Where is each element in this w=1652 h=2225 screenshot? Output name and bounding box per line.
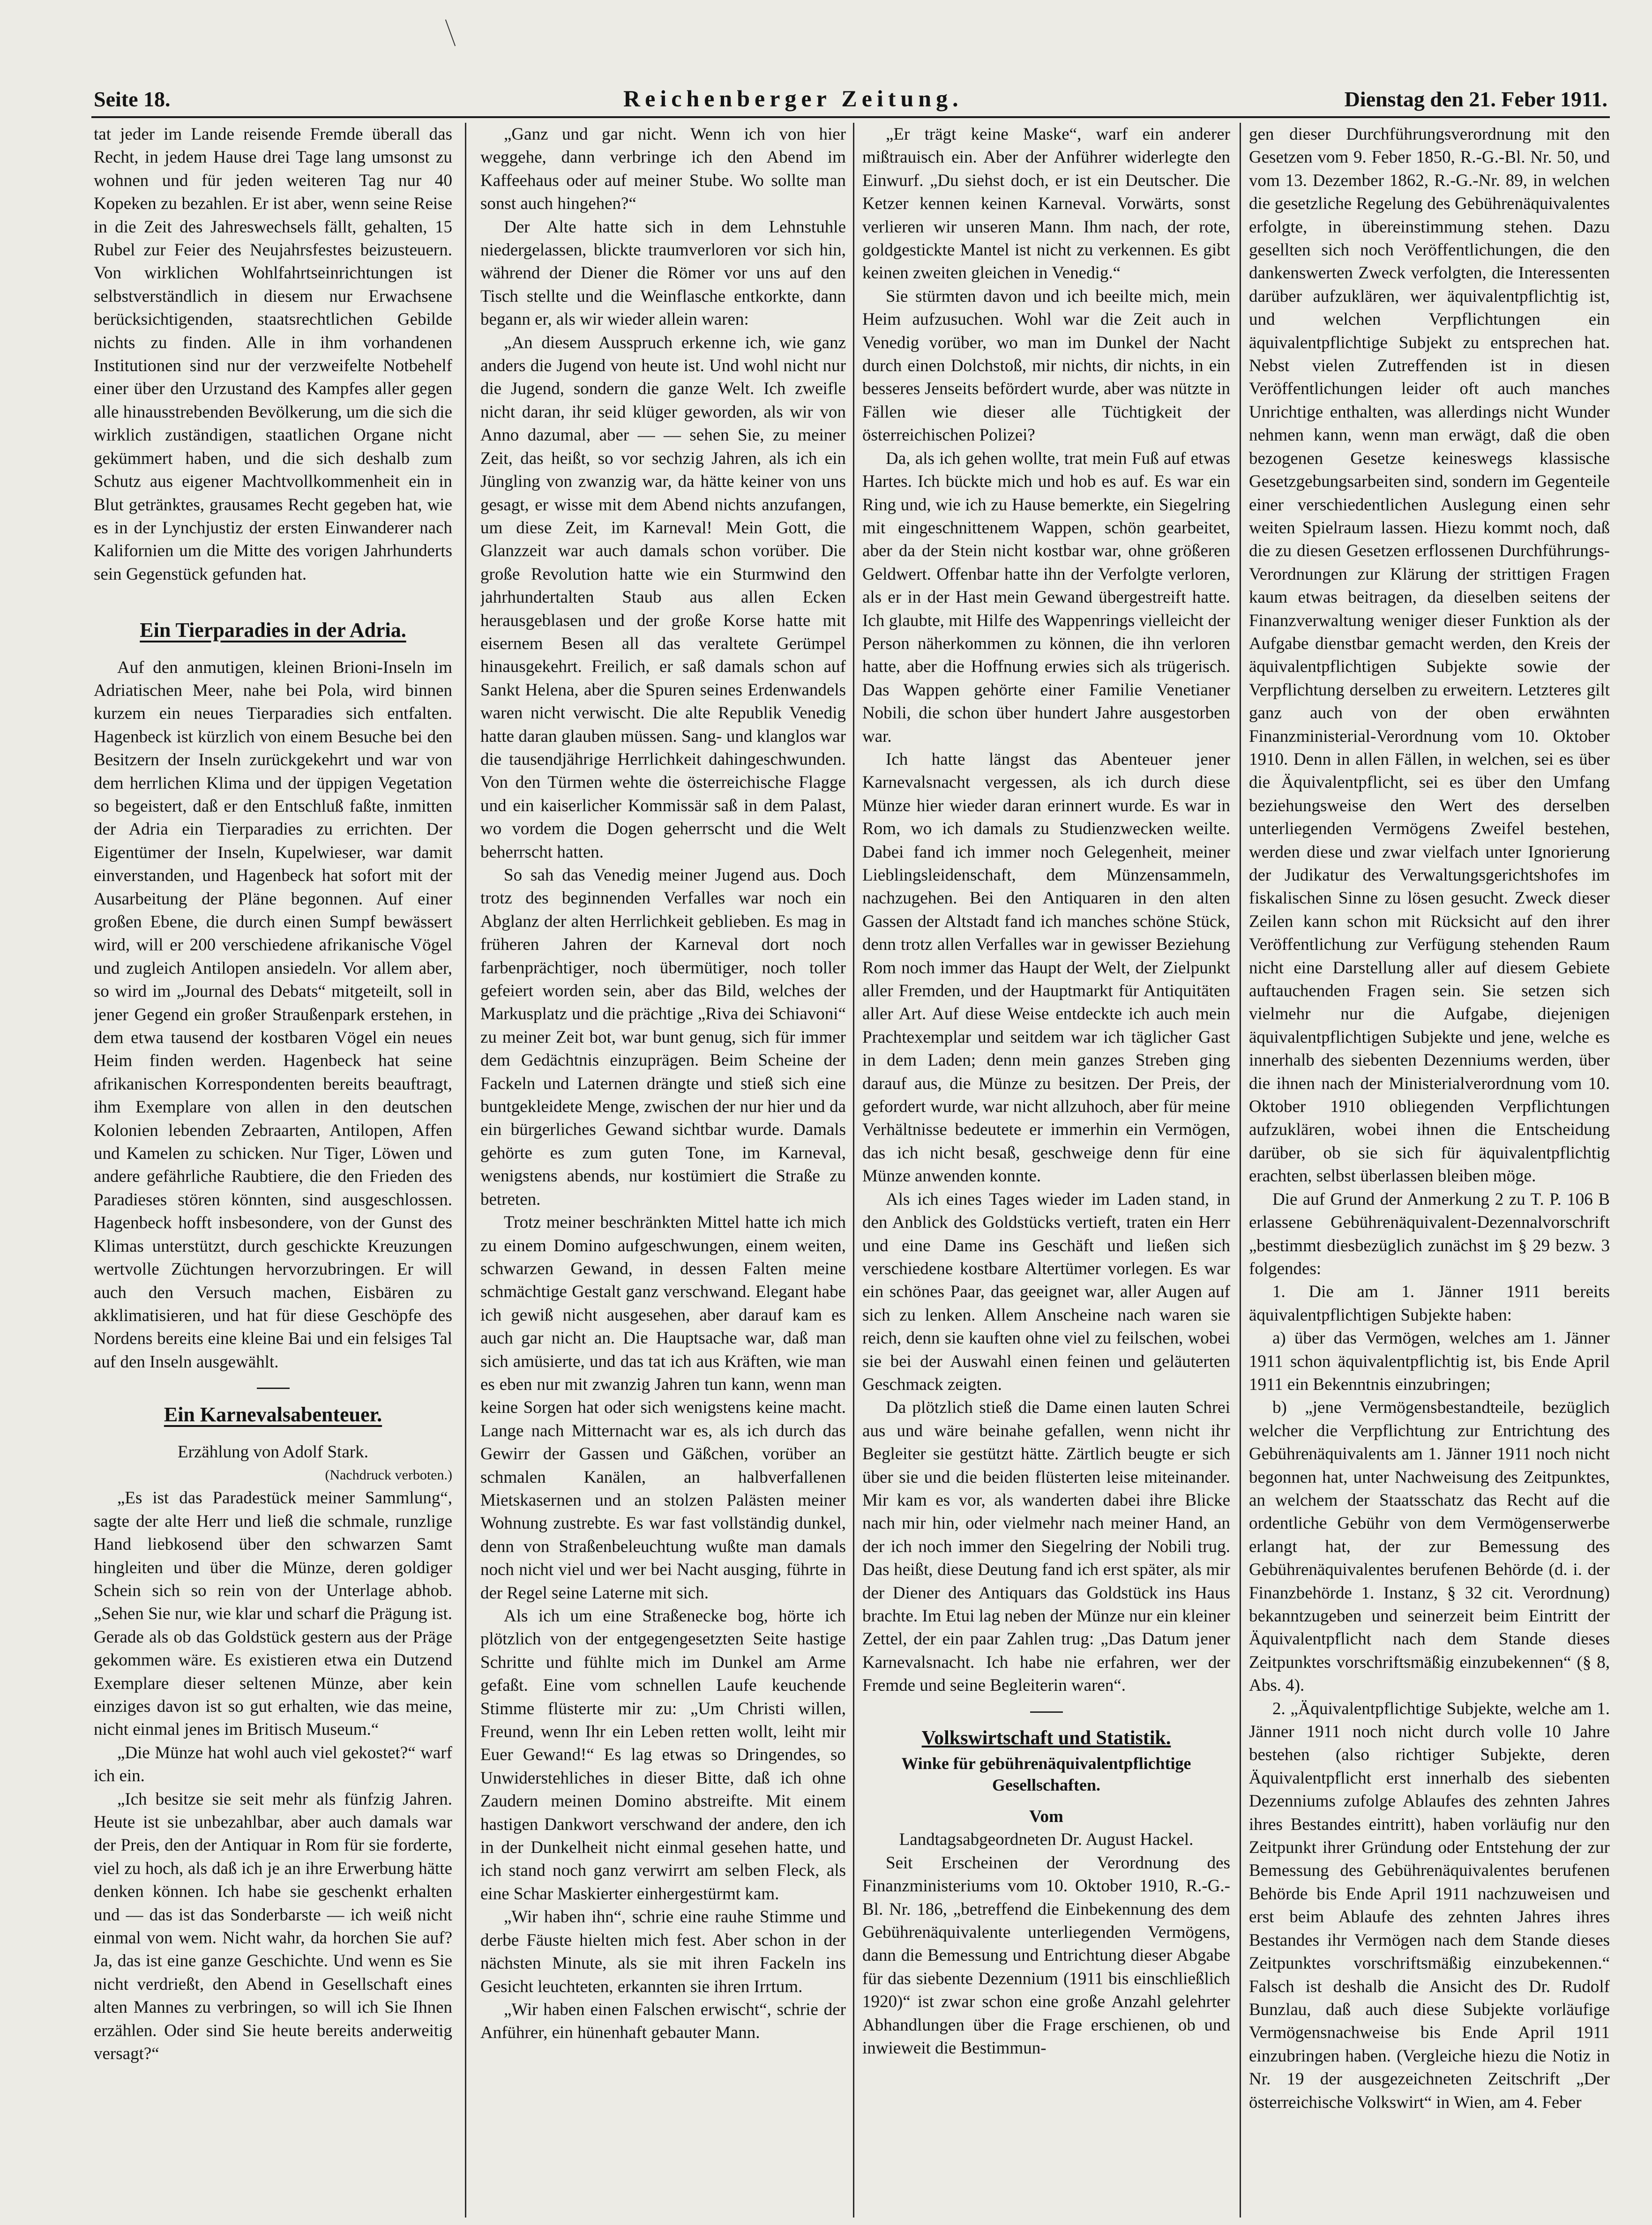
story-paragraph: Der Alte hatte sich in dem Lehnstuhle niedergelassen, blickte traumverloren vor sich hin, während der Diener die Römer vor uns auf den Tisch stellte und die Weinflasche entkorkte, dann begann er, als wir wieder allein waren: xyxy=(480,217,846,329)
reprint-note: (Nachdruck verboten.) xyxy=(325,1467,452,1483)
section-heading-economy: Volkswirtschaft und Statistik. xyxy=(921,1727,1171,1749)
story-paragraph: „Wir haben ihn“, schrie eine rauhe Stimme und derbe Fäuste hielten mich fest. Aber schon in der nächsten Minute, als sie mit ihren Fackeln ins Gesicht leuchteten, erkannten sie ihren Irrtum. xyxy=(480,1907,846,1996)
story-paragraph: Sie stürmten davon und ich beeilte mich, mein Heim aufzusuchen. Wohl war die Zeit auch in Venedig vorüber, wo man im Dunkel der Nacht durch einen Dolchstoß, mir nichts, dir nichts, in ein besseres Jenseits befördert wurde, aber was nützte in Fällen wie dieser alle Tüchtigkeit der österreichischen Polizei? xyxy=(862,286,1230,445)
article-continuation: tat jeder im Lande reisende Fremde überall das Recht, in jedem Hause drei Tage lang umsonst zu wohnen und für jeden weiteren Tag nur 40 Kopeken zu bezahlen. Er ist aber, wenn seine Reise in die Zeit des Jahreswechsels fällt, gehalten, 15 Rubel zur Feier des Neujahrsfestes beizusteuern. Von wirklichen Wohlfahrtseinrichtungen ist selbstverständlich in diesem nur Erwachsene berücksichtigenden, staatsrechtlichen Gebilde nichts zu finden. Alle in ihm vorhandenen Institutionen sind nur der verzweifelte Notbehelf einer über den Urzustand des Kampfes aller gegen alle hinausstrebenden Bevölkerung, um die sich die wirklich zuständigen, staatlichen Organe nicht gekümmert haben, und die sich deshalb zum Schutz aus eigener Machtvollkommenheit ein in Blut getränktes, grausames Recht gegeben hat, wie es in der Lynchjustiz der ersten Einwanderer nach Kalifornien um die Mitte des vorigen Jahrhunderts sein Gegenstück gefunden hat. xyxy=(94,125,452,584)
column-3 xyxy=(862,123,1230,2213)
story-paragraph: „Ich besitze sie seit mehr als fünfzig Jahren. Heute ist sie unbezahlbar, aber auch damals war der Preis, den der Antiquar in Rom für sie forderte, viel zu hoch, als daß ich je an ihre Erwerbung hätte denken können. Ich habe sie geschenkt erhalten und — das ist das Sonderbarste — ich weiß nicht einmal von wem. Nicht wahr, da horchen Sie auf? Ja, das ist eine ganze Geschichte. Und wenn es Sie nicht verdrießt, den Abend in Gesellschaft eines alten Mannes zu verbringen, so will ich Sie Ihnen erzählen. Oder sind Sie heute bereits anderweitig versagt?“ xyxy=(94,1789,452,2064)
column-divider xyxy=(1240,123,1241,2218)
section-divider xyxy=(1030,1711,1063,1713)
article-heading-tierparadies: Ein Tierparadies in der Adria. xyxy=(140,619,406,642)
story-paragraph: Trotz meiner beschränkten Mittel hatte ich mich zu einem Domino aufgeschwungen, einem weiten, schwarzen Gewand, in dessen Falten meine schmächtige Gestalt ganz verschwand. Elegant habe ich gewiß nicht ausgesehen, aber darauf kam es auch gar nicht an. Die Hauptsache war, daß man sich amüsierte, und das tat ich aus Kräften, wie man es eben nur mit zwanzig Jahren tun kann, wenn man keine Sorgen hat oder sich wenigstens keine macht. Lange nach Mitternacht war es, als ich durch das Gewirr der Gassen und Gäßchen, vorüber an schmalen Kanälen, an halbverfallenen Mietskasernen und an stolzen Palästen meiner Wohnung zustrebte. Es war fast vollständig dunkel, denn von Straßenbeleuchtung wußte man damals noch nicht viel und wer bei Nacht ausging, führte in der Regel seine Laterne mit sich. xyxy=(480,1213,846,1603)
story-paragraph: Als ich um eine Straßenecke bog, hörte ich plötzlich von der entgegengesetzten Seite hastige Schritte und fühlte mich im Dunkel am Arme gefaßt. Eine vom schnellen Laufe keuchende Stimme flüsterte mir zu: „Um Christi willen, Freund, wenn Ihr ein Leben retten wollt, leiht mir Euer Gewand!“ Es lag etwas so Dringendes, so Unwiderstehliches in dieser Bitte, daß ich ohne Zaudern meinen Domino abstreifte. Mit einem hastigen Dankwort verschwand der andere, den ich in der Dunkelheit nicht einmal gesehen hatte, und ich stand noch ganz verwirrt am selben Fleck, als eine Schar Maskierter einhergestürmt kam. xyxy=(480,1606,846,1904)
section-divider xyxy=(257,1388,290,1389)
page-header xyxy=(94,87,1607,115)
issue-date: Dienstag den 21. Feber 1911. xyxy=(1344,87,1607,111)
column-4 xyxy=(1249,123,1610,2213)
article-body-tierparadies: Auf den anmutigen, kleinen Brioni-Inseln im Adriatischen Meer, nahe bei Pola, wird binnen kurzem ein neues Tierparadies sich entfalten. Hagenbeck ist kürzlich von einem Besuche bei den Besitzern der Inseln zurückgekehrt und war von dem herrlichen Klima und der üppigen Vegetation so begeistert, daß er den Entschluß faßte, inmitten der Adria ein Tierparadies zu errichten. Der Eigentümer der Inseln, Kupelwieser, war damit einverstanden, und Hagenbeck hat sofort mit der Ausarbeitung der Pläne begonnen. Auf einer großen Ebene, die durch einen Sumpf bewässert wird, will er 200 verschiedene afrikanische Vögel und zugleich Antilopen ansiedeln. Vor allem aber, so wird im „Journal des Debats“ mitgeteilt, soll in jener Gegend ein großer Straußenpark erstehen, in dem etwa tausend der kostbaren Vögel ein neues Heim finden werden. Hagenbeck hat seine afrikanischen Korrespondenten bereits beauftragt, ihm Exemplare von allen in den deutschen Kolonien lebenden Zebraarten, Antilopen, Affen und Kamelen zu schicken. Nur Tiger, Löwen und andere gefährliche Raubtiere, die den Frieden des Paradieses stören könnten, sind ausgeschlossen. Hagenbeck hofft insbesondere, von der Gunst des Klimas unterstützt, durch geschickte Kreuzungen wertvolle Züchtungen hervorzubringen. Er will auch den Versuch machen, Eisbären zu akklimatisieren, und hat für diese Geschöpfe des Nordens bereits eine kleine Bai und ein felsiges Tal auf den Inseln ausgewählt. xyxy=(94,657,452,1372)
story-paragraph: „Wir haben einen Falschen erwischt“, schrie der Anführer, ein hünenhaft gebauter Mann. xyxy=(480,2000,846,2043)
article-paragraph: Die auf Grund der Anmerkung 2 zu T. P. 106 B erlassene Gebührenäquivalent-Dezennalvorschrift „bestimmt diesbezüglich zunächst im § 29 bezw. 3 folgendes: xyxy=(1249,1189,1610,1278)
byline-prefix: Vom xyxy=(1029,1807,1063,1827)
header-rule xyxy=(91,116,1610,118)
article-paragraph: 1. Die am 1. Jänner 1911 bereits äquivalentpflichtigen Subjekte haben: xyxy=(1249,1282,1610,1325)
story-paragraph: Da plötzlich stieß die Dame einen lauten Schrei aus und wäre beinahe gefallen, wenn nicht ihr Begleiter sie gestützt hätte. Zärtlich beugte er sich über sie und die beiden flüsterten leise miteinander. Mir kam es vor, als wanderten dabei ihre Blicke nach mir hin, oder vielmehr nach meiner Hand, an der ich noch immer den Siegelring der Nobili trug. Das heißt, diese Deutung fand ich erst später, als mir der Diener des Antiquars das Goldstück ins Haus brachte. Im Etui lag neben der Münze nur ein kleiner Zettel, der ein paar Zahlen trug: „Das Datum jener Karnevalsnacht. Ich habe nie erfahren, wer der Fremde und seine Begleiterin waren“. xyxy=(862,1398,1230,1695)
story-paragraph: So sah das Venedig meiner Jugend aus. Doch trotz des beginnenden Verfalles war noch ein Abglanz der alten Herrlichkeit geblieben. Es mag in früheren Jahren der Karneval dort noch farbenprächtiger, noch übermütiger, noch toller gefeiert worden sein, aber das Bild, welches der Markusplatz und die prächtige „Riva dei Schiavoni“ zu meiner Zeit bot, war bunt genug, sich für immer dem Gedächtnis einzuprägen. Beim Scheine der Fackeln und Laternen drängte und stieß sich eine buntgekleidete Menge, zwischen der nur hier und da ein bürgerliches Gewand sichtbar wurde. Damals gehörte es zum guten Tone, im Karneval, wenigstens abends, nur kostümiert die Straße zu betreten. xyxy=(480,866,846,1209)
article-paragraph: b) „jene Vermögensbestandteile, bezüglich welcher die Verpflichtung zur Entrichtung des Gebührenäquivalents am 1. Jänner 1911 noch nicht begonnen hat, unter Nachweisung des Zeitpunktes, an welchem der Staatsschatz das Recht auf die ordentliche Gebühr von dem Vermögenserwerbe erlangt hat, der zur Bemessung des Gebührenäquivalentes berufenen Behörde (d. i. der Finanzbehörde 1. Instanz, § 32 cit. Verordnung) bekanntzugeben und seinerzeit beim Eintritt der Äquivalentpflicht nach dem Stande dieses Zeitpunktes vorschriftsmäßig einzubekennen“ (§ 8, Abs. 4). xyxy=(1249,1398,1610,1695)
article-paragraph: 2. „Äquivalentpflichtige Subjekte, welche am 1. Jänner 1911 noch nicht durch volle 10 Jahre bestehen (also richtiger Subjekte, deren Äquivalentpflicht erst innerhalb des siebenten Dezenniums zufolge Ablaufes des zehnten Jahres ihres Bestandes eintritt), haben vorläufig nur den Zeitpunkt ihrer Gründung oder Entstehung der zur Bemessung des Gebührenäquivalentes berufenen Behörde bis Ende April 1911 nachzuweisen und erst beim Ablaufe des zehnten Jahres ihres Bestandes ihr Vermögen nach dem Stande dieses Zeitpunktes vorschriftsmäßig einzubekennen.“ Falsch ist deshalb die Ansicht des Dr. Rudolf Bunzlau, daß auch diese Subjekte vorläufige Vermögensnachweise bis Ende April 1911 einzubringen haben. (Vergleiche hiezu die Notiz in Nr. 19 der ausgezeichneten Zeitschrift „Der österreichische Volkswirt“ in Wien, am 4. Feber xyxy=(1249,1699,1610,2112)
scan-mark xyxy=(445,19,456,46)
story-paragraph: „Es ist das Paradestück meiner Sammlung“, sagte der alte Herr und ließ die schmale, runzlige Hand liebkosend über den schwarzen Samt hingleiten und über die Münze, deren goldiger Schein sich so rein von der Unterlage abhob. „Sehen Sie nur, wie klar und scharf die Prägung ist. Gerade als ob das Goldstück gestern aus der Präge gekommen wäre. Es existieren etwa ein Dutzend Exemplare dieser seltenen Münze, aber kein einziges davon ist so gut erhalten, wie das meine, nicht einmal jenes im Britisch Museum.“ xyxy=(94,1488,452,1740)
column-divider xyxy=(853,123,854,2218)
story-paragraph: „Die Münze hat wohl auch viel gekostet?“ warf ich ein. xyxy=(94,1743,452,1786)
article-subheading: Winke für gebührenäquivalentpflichtige Gesellschaften. xyxy=(901,1754,1191,1795)
story-paragraph: „Er trägt keine Maske“, warf ein anderer mißtrauisch ein. Aber der Anführer widerlegte den Einwurf. „Du siehst doch, er ist ein Deutscher. Die Ketzer kennen keinen Karneval. Vorwärts, sonst verlieren wir unseren Mann. Ihm nach, der rote, goldgestickte Mantel ist nicht zu verkennen. Es gibt keinen zweiten gleichen in Venedig.“ xyxy=(862,125,1230,283)
story-paragraph: „An diesem Ausspruch erkenne ich, wie ganz anders die Jugend von heute ist. Und wohl nicht nur die Jugend, sondern die ganze Welt. Ich zweifle nicht daran, ihr seid klüger geworden, als wir von Anno dazumal, aber — — sehen Sie, zu meiner Zeit, das heißt, so vor sechzig Jahren, als ich ein Jüngling von zwanzig war, da hätte keiner von uns gesagt, er wisse mit dem Abend nichts anzufangen, um diese Zeit, im Karneval! Mein Gott, die Glanzzeit war auch damals schon vorüber. Die große Revolution hatte wie ein Sturmwind den jahrhundertalten Staub aus allen Ecken herausgeblasen und der große Korse hatte mit eisernem Besen all das veraltete Gerümpel hinausgekehrt. Freilich, er saß damals schon auf Sankt Helena, aber die Spuren seines Erdenwandels waren nicht verwischt. Die alte Republik Venedig hatte daran glauben müssen. Sang- und klanglos war die tausendjährige Herrlichkeit dahingeschwunden. Von den Türmen wehte die österreichische Flagge und ein kaiserlicher Kommissär saß in dem Palast, wo vordem die Dogen geherrscht und die Welt beherrscht hatten. xyxy=(480,333,846,862)
column-1 xyxy=(94,123,452,2213)
story-author: Erzählung von Adolf Stark. xyxy=(178,1442,368,1462)
story-paragraph: Ich hatte längst das Abenteuer jener Karnevalsnacht vergessen, als ich durch diese Münze hier wieder daran erinnert wurde. Es war in Rom, wo ich damals zu Studienzwecken weilte. Dabei fand ich immer noch Gelegenheit, meiner Lieblingsleidenschaft, dem Münzensammeln, nachzugehen. Bei den Antiquaren in den alten Gassen der Altstadt fand ich manches schöne Stück, denn trotz allen Verfalles war in gewisser Beziehung Rom noch immer das Haupt der Welt, der Zielpunkt aller Fremden, und der Hauptmarkt für Antiquitäten aller Art. Auf diese Weise entdeckte ich auch mein Prachtexemplar und seitdem war ich täglicher Gast in dem Laden; denn mein ganzes Streben ging darauf aus, die Münze zu besitzen. Der Preis, der gefordert wurde, war nicht allzuhoch, aber für meine Verhältnisse bedeutete er immerhin ein Vermögen, das ich nicht besaß, geschweige denn für eine Münze anwenden konnte. xyxy=(862,749,1230,1186)
article-paragraph: Seit Erscheinen der Verordnung des Finanzministeriums vom 10. Oktober 1910, R.-G.-Bl. Nr. 186, „betreffend die Einbekennung des dem Gebührenäquivalente unterliegenden Vermögens, dann die Bemessung und Entrichtung dieser Abgabe für das siebente Dezennium (1911 bis einschließlich 1920)“ ist zwar schon eine große Anzahl gelehrter Abhandlungen über die Frage erschienen, ob und inwieweit die Bestimmun- xyxy=(862,1853,1230,2058)
page-number: Seite 18. xyxy=(94,87,171,111)
story-paragraph: Da, als ich gehen wollte, trat mein Fuß auf etwas Hartes. Ich bückte mich und hob es auf. Es war ein Ring und, wie ich zu Hause bemerkte, ein Siegelring mit eingeschnittenem Wappen, schön gearbeitet, aber da der Stein nicht kostbar war, ohne größeren Geldwert. Offenbar hatte ihn der Verfolgte verloren, als er in der Hast mein Gewand übergestreift hatte. Ich glaubte, mit Hilfe des Wappenrings vielleicht der Person näherkommen zu können, die ihn verloren hatte, aber die Hoffnung erwies sich als trügerisch. Das Wappen gehörte einer Familie Venetianer Nobili, die schon über hundert Jahre ausgestorben war. xyxy=(862,448,1230,746)
story-paragraph: „Ganz und gar nicht. Wenn ich von hier weggehe, dann verbringe ich den Abend im Kaffeehaus oder auf meiner Stube. Wo sollte man sonst auch hingehen?“ xyxy=(480,125,846,214)
story-paragraph: Als ich eines Tages wieder im Laden stand, in den Anblick des Goldstücks vertieft, traten ein Herr und eine Dame ins Geschäft und ließen sich verschiedene kostbare Altertümer vorlegen. Es war ein schönes Paar, das geeignet war, aller Augen auf sich zu lenken. Allem Anscheine nach waren sie reich, denn sie kauften ohne viel zu feilschen, wobei sie bei der Auswahl einen feinen und geläuterten Geschmack zeigten. xyxy=(862,1189,1230,1394)
column-divider xyxy=(465,123,466,2218)
column-2 xyxy=(480,123,846,2213)
article-paragraph: gen dieser Durchführungsverordnung mit den Gesetzen vom 9. Feber 1850, R.-G.-Bl. Nr. 50, und vom 13. Dezember 1862, R.-G.-Nr. 89, in welchen die gesetzliche Regelung des Gebührenäquivalentes erfolgte, in übereinstimmung stehen. Dazu gesellten sich noch Veröffentlichungen, die den dankenswerten Zweck verfolgten, die Interessenten darüber aufzuklären, wer äquivalentpflichtig ist, und welchen Verpflichtungen ein äquivalentpflichtige Subjekt zu entsprechen hat. Nebst vielen Zutreffenden ist in diesen Veröffentlichungen leider oft auch manches Unrichtige enthalten, was allerdings nicht Wunder nehmen kann, wenn man erwägt, daß die oben bezogenen Gesetze keineswegs klassische Gesetzgebungsarbeiten sind, sondern im Gegenteile einer verschiedentlichen Auslegung einen sehr weiten Spielraum lassen. Hiezu kommt noch, daß die zu diesen Gesetzen erflossenen Durchführungs-Verordnungen zur Klärung der strittigen Fragen kaum etwas beitragen, da dieselben seitens der Finanzverwaltung weniger dieser Funktion als der Aufgabe dienstbar gemacht werden, den Kreis der äquivalentpflichtigen Subjekte sowie der Verpflichtung derselben zu erweitern. Letzteres gilt ganz auch von der oben erwähnten Finanzministerial-Verordnung vom 10. Oktober 1910. Denn in allen Fällen, in welchen, sei es über die Äquivalentpflicht, sei es über den Umfang beziehungsweise den Wert des derselben unterliegenden Vermögens Zweifel bestehen, werden diese und zwar vielfach unter Ignorierung der Judikatur des Verwaltungsgerichtshofes im fiskalischen Sinne zu lösen gesucht. Zweck dieser Zeilen kann schon mit Rücksicht auf den ihrer Veröffentlichung zur Verfügung stehenden Raum nicht eine Darstellung aller auf diesem Gebiete auftauchenden Fragen sein. Sie setzen sich vielmehr nur die Aufgabe, diejenigen äquivalentpflichtigen Subjekte und jene, welche es innerhalb des siebenten Dezenniums werden, über die ihnen nach der Ministerialverordnung vom 10. Oktober 1910 obliegenden Verpflichtungen aufzuklären, wobei ihnen die Entscheidung darüber, ob sie sich für äquivalentpflichtig erachten, selbst überlassen bleiben möge. xyxy=(1249,125,1610,1186)
newspaper-title: Reichenberger Zeitung. xyxy=(623,85,963,112)
article-paragraph: a) über das Vermögen, welches am 1. Jänner 1911 schon äquivalentpflichtig ist, bis Ende April 1911 ein Bekenntnis einzubringen; xyxy=(1249,1329,1610,1394)
story-heading: Ein Karnevalsabenteuer. xyxy=(164,1403,382,1426)
byline-author: Landtagsabgeordneten Dr. August Hackel. xyxy=(899,1830,1194,1850)
